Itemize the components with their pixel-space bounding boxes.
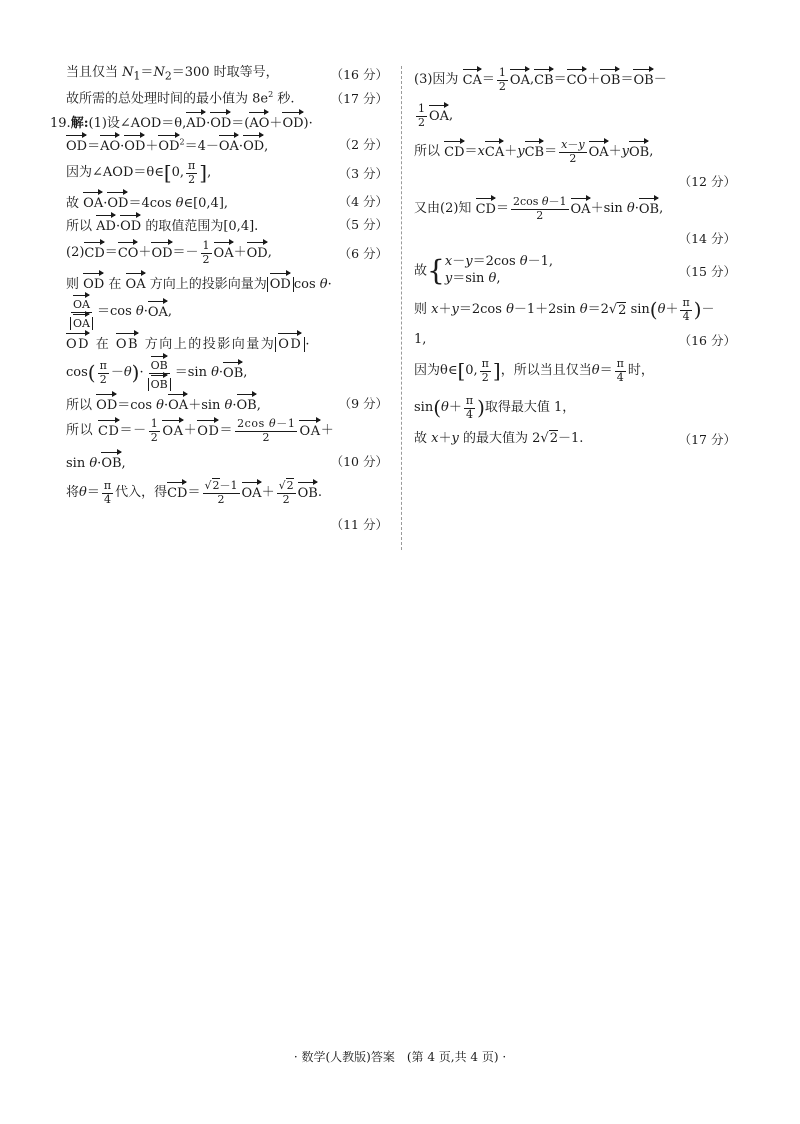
line-part3: (3)因为 CA＝ $\frac{1}{2}$ OA,CB＝CO＋OB＝OB－	[414, 66, 667, 93]
text: 取得最大值 1，	[484, 400, 576, 416]
text: 秒.	[277, 90, 295, 106]
text: 故所需的总处理时间的最小值为	[66, 90, 249, 106]
text: 所以	[414, 144, 441, 160]
text: 在	[108, 276, 122, 292]
score: （16 分）	[330, 66, 388, 82]
text: 所以	[66, 397, 93, 413]
score: （17 分）	[330, 90, 388, 106]
text: 因为∠AOD＝θ∈	[66, 165, 164, 181]
line-part2: (2)CD＝CO＋OD＝－ $\frac{1}{2}$ OA＋OD, （6 分）	[66, 239, 388, 266]
text: 因为θ∈	[414, 363, 458, 379]
line-equality: 当且仅当 $N_1=N_2=300$ 时取等号， （16 分）	[66, 65, 388, 83]
line-projection-ob-2: cos( $\frac{\pi}{2}$ －θ)· $\frac{OB}{OB}$ ＝sin θ·OB,	[66, 354, 388, 392]
line-sin-max: sin(θ＋ $\frac{\pi}{4}$ )取得最大值 1，	[414, 394, 576, 421]
score: （4 分）	[338, 193, 388, 209]
line-substitute: 将θ＝ $\frac{\pi}{4}$ 代入，得CD＝ $\frac{√2-1}{2}$ OA＋ $\frac{√2}{2}$ OB.	[66, 479, 322, 506]
text: 故	[414, 431, 428, 447]
text: 的取值范围为[0,4].	[145, 218, 259, 234]
text: 方向上的投影向量为	[144, 336, 276, 352]
column-divider	[401, 66, 402, 550]
text: 所以	[66, 218, 93, 234]
text: (2)	[66, 245, 85, 261]
right-column	[414, 62, 736, 452]
score: （16 分）	[678, 332, 736, 348]
text: (1)设∠AOD＝θ,	[88, 115, 187, 131]
line-projection-oa: 则 OD 在 OA 方向上的投影向量为 OD cos θ·	[66, 270, 388, 294]
text: 在	[95, 336, 111, 352]
line-score-11	[66, 512, 388, 536]
text: 故	[414, 263, 428, 279]
text: 代入，得	[115, 485, 168, 501]
line-cd-xy: 所以 CD＝xCA＋yCB＝ $\frac{x-y}{2}$ OA＋yOB,	[414, 138, 654, 165]
line-min-time: 故所需的总处理时间的最小值为 $8e^2$ 秒. （17 分）	[66, 89, 388, 106]
line-dot-expand: $OD=AO\cdot OD+OD^2=4-OA\cdot OD$, （2 分）	[66, 132, 388, 156]
text: (3)因为	[414, 72, 459, 88]
line-cd-expr: 所以 CD＝－ $\frac{1}{2}$ OA＋OD＝ $\frac{\text{2cos θ－1}}{2}$ OA＋	[66, 417, 335, 444]
line-x-plus-y-2: 1, （16 分）	[414, 332, 736, 348]
score: （9 分）	[338, 395, 388, 411]
text: 方向上的投影向量为	[149, 276, 267, 292]
text: 当且仅当	[66, 65, 119, 81]
line-q19-start: 19.解:(1)设∠AOD＝θ,AD·OD＝(AO＋OD)·	[50, 110, 388, 132]
score: （2 分）	[338, 136, 388, 152]
line-projection-ob: OD 在 OB 方向上的投影向量为 OD ·	[66, 330, 388, 354]
line-od-decomp: 所以 OD＝cos θ·OA＋sin θ·OB, （9 分）	[66, 392, 388, 414]
score: （6 分）	[338, 245, 388, 261]
page-footer: · 数学(人教版)答案 (第 4 页,共 4 页) ·	[293, 1050, 507, 1064]
line-score-14	[414, 226, 736, 250]
score: （10 分）	[330, 453, 388, 469]
question-number: 19.	[50, 115, 71, 131]
line-theta-range: 因为∠AOD＝θ∈[0, $\frac{\pi}{2}$ ], （3 分）	[66, 159, 388, 186]
left-column	[50, 62, 388, 536]
score: （15 分）	[678, 263, 736, 279]
line-final: 故 x＋y 的最大值为 2√2－1. （17 分）	[414, 431, 736, 447]
line-score-12	[414, 170, 736, 192]
score: （17 分）	[678, 431, 736, 447]
text: 的最大值为	[463, 431, 529, 447]
text: 又由(2)知	[414, 201, 472, 217]
text: 则	[414, 302, 428, 318]
score: （14 分）	[678, 230, 736, 246]
line-from-part2: 又由(2)知 CD＝ $\frac{\text{2cos θ－1}}{2}$ OA＋sin θ·OB,	[414, 195, 664, 222]
line-range-result: 所以 AD·OD 的取值范围为[0,4]. （5 分）	[66, 212, 388, 236]
text: ，所以当且仅当	[500, 363, 592, 379]
score: （12 分）	[678, 173, 736, 189]
text: 所以	[66, 423, 94, 439]
score: （5 分）	[338, 216, 388, 232]
line-x-plus-y: 则 x＋y＝2cos θ－1＋2sin θ＝2√2 sin(θ＋ $\frac{\pi}{4}$ )－	[414, 296, 715, 323]
line-theta-condition: 因为θ∈[0, $\frac{\pi}{2}$ ]，所以当且仅当θ＝ $\frac{\pi}{4}$ 时，	[414, 357, 654, 384]
line-part3-2: $\frac{1}{2}$ OA,	[418, 102, 454, 129]
text: 将	[66, 485, 80, 501]
text: 时取等号，	[213, 65, 279, 81]
text: 时，	[627, 363, 654, 379]
score: （3 分）	[338, 165, 388, 181]
line-system: 故{ x－y＝2cos θ－1, y＝sin θ, （15 分）	[414, 254, 736, 287]
line-projection-oa-2: $\frac{OA}{OA}$ ＝cos θ·OA,	[66, 294, 388, 330]
text: 故	[66, 195, 80, 211]
answer-label: 解:	[70, 115, 89, 131]
line-cd-expr-2: sin θ·OB, （10 分）	[66, 448, 388, 474]
line-dot-cos: 故 OA·OD＝4cos θ∈[0,4], （4 分）	[66, 190, 388, 212]
text: 则	[66, 276, 80, 292]
score: （11 分）	[330, 516, 388, 532]
